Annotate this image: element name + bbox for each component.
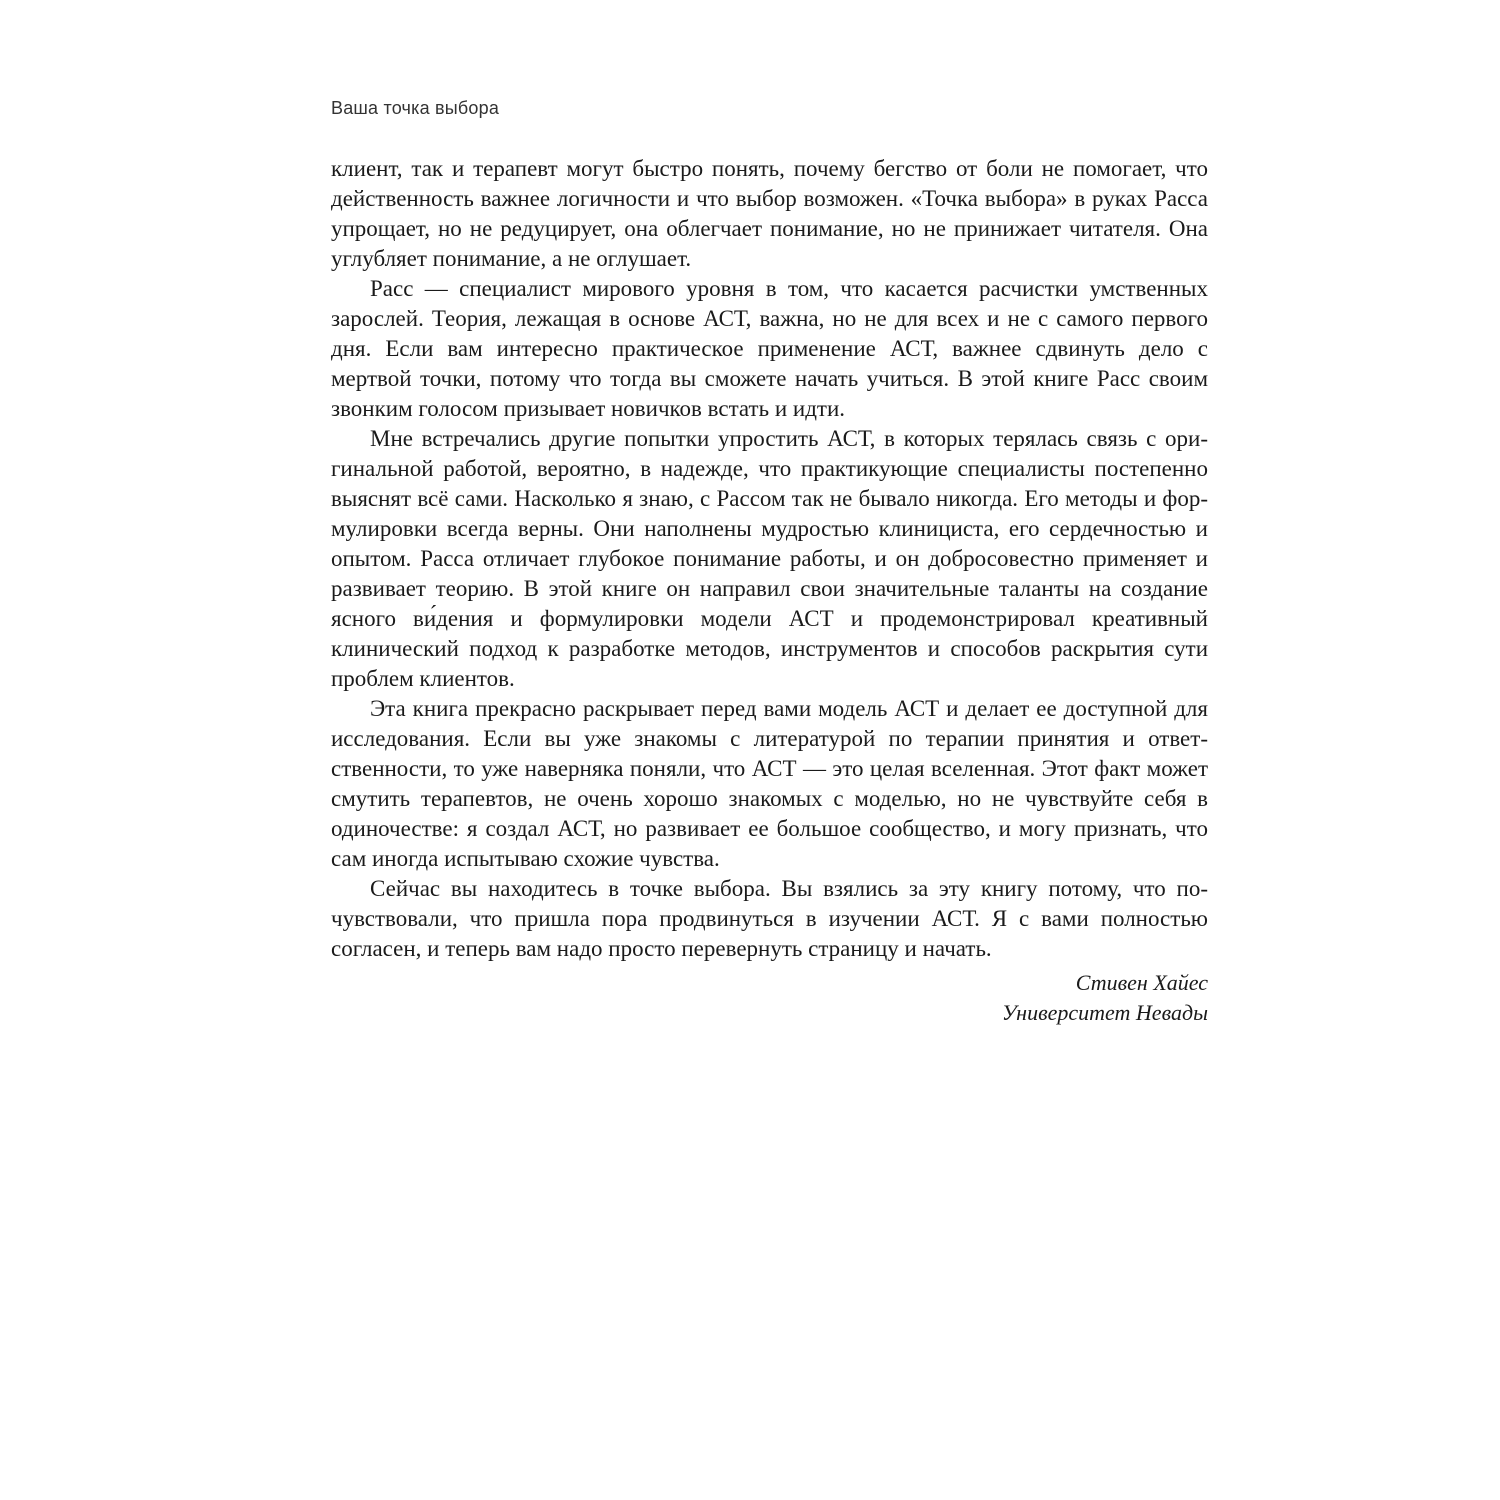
running-head: Ваша точка выбора [331, 98, 500, 118]
paragraph-3: Мне встречались другие попытки упростить АСТ, в которых терялась связь с оригинальной работой, вероятно, в надежде, что практикующие специалисты постепенно выяснят всё сами. Насколько я знаю, с Рассом так не бывало никогда. Его методы и формулировки всегда верны. Они наполнены мудростью клинициста, его сердечностью и опытом. Расса отличает глубокое понимание работы, и он добросовестно применяет и развивает теорию. В этой книге он направил свои значительные таланты на создание ясного ви́дения и формулировки модели АСТ и продемонстрировал креативный клинический подход к разработке методов, инструментов и способов раскрытия сути проблем клиентов. [331, 426, 1208, 691]
body-text [331, 154, 1208, 964]
paragraph-2: Расс — специалист мирового уровня в том, что касается расчистки умственных зарослей. Теория, лежащая в основе АСТ, важна, но не для всех и не с самого первого дня. Если вам интересно практическое применение АСТ, важнее сдвинуть дело с мертвой точки, потому что тогда вы сможете начать учиться. В этой книге Расс своим звонким голосом призывает новичков встать и идти. [331, 276, 1208, 421]
paragraph-5: Сейчас вы находитесь в точке выбора. Вы взялись за эту книгу потому, что почувствовали, что пришла пора продвинуться в изучении АСТ. Я с вами полностью согласен, и теперь вам надо просто перевернуть страницу и начать. [331, 876, 1208, 961]
signature-author: Стивен Хайес [1075, 970, 1208, 995]
paragraph-4: Эта книга прекрасно раскрывает перед вами модель АСТ и делает ее доступной для исследования. Если вы уже знакомы с литературой по терапии принятия и ответственности, то уже наверняка поняли, что АСТ — это целая вселенная. Этот факт может смутить терапевтов, не очень хорошо знакомых с моделью, но не чувствуйте себя в одиночестве: я создал АСТ, но развивает ее большое сообщество, и могу признать, что сам иногда испытываю схожие чувства. [331, 696, 1208, 871]
paragraph-1: клиент, так и терапевт могут быстро понять, почему бегство от боли не помогает, что действенность важнее логичности и что выбор возможен. «Точка выбора» в руках Расса упрощает, но не редуцирует, она облегчает понимание, но не принижает читателя. Она углубляет понимание, а не оглушает. [331, 156, 1208, 271]
signature [1002, 968, 1208, 1028]
signature-affiliation: Университет Невады [1001, 1000, 1208, 1025]
